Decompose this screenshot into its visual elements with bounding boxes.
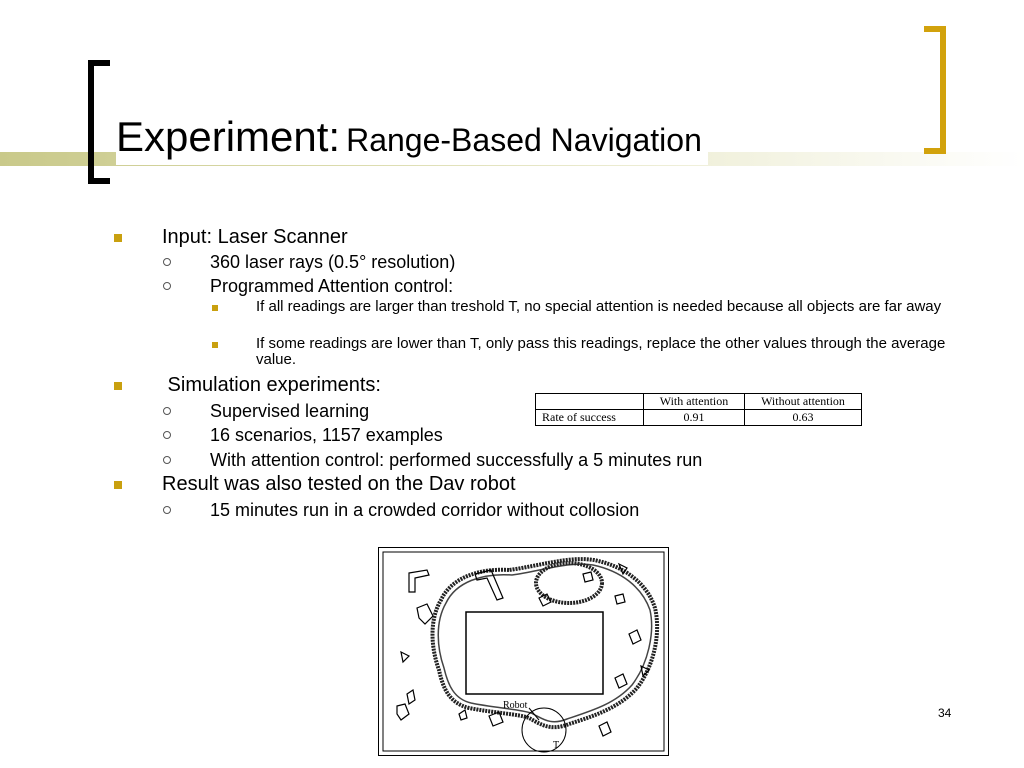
table-header-row <box>536 394 862 410</box>
bullet-readings-larger: If all readings are larger than treshold T, no special attention is needed because all objects are far away <box>256 298 942 315</box>
bullet-supervised: Supervised learning <box>210 401 370 421</box>
central-obstacle <box>466 612 603 694</box>
table-header-cell <box>536 394 644 410</box>
bullet-programmed: Programmed Attention control: <box>210 276 454 296</box>
obstacle <box>583 572 593 582</box>
corner-obstacle <box>409 570 429 592</box>
obstacle <box>629 630 641 644</box>
trajectory-figure <box>378 547 669 756</box>
table-cell: Rate of success <box>536 410 644 426</box>
robot-label: Robot <box>503 700 528 711</box>
bullet-square-icon <box>114 382 122 390</box>
bullet-circle-icon <box>163 282 171 290</box>
target-label: T <box>553 740 560 751</box>
left-bracket-decoration <box>88 60 110 184</box>
results-table <box>535 393 862 426</box>
robot-sensor-range <box>522 708 566 752</box>
bullet-scenarios: 16 scenarios, 1157 examples <box>210 425 443 445</box>
bullet-square-icon <box>114 481 122 489</box>
obstacle <box>417 604 433 624</box>
obstacle <box>397 704 409 720</box>
bullet-circle-icon <box>163 407 171 415</box>
bullet-dav-robot: Result was also tested on the Dav robot <box>162 473 516 495</box>
bullet-circle-icon <box>163 431 171 439</box>
obstacle <box>615 594 625 604</box>
bullet-with-attention: With attention control: performed successfully a 5 minutes run <box>210 450 703 470</box>
trajectory-loop <box>536 563 602 603</box>
table-cell: 0.63 <box>745 410 862 426</box>
table-row <box>536 410 862 426</box>
title-subtitle: Range-Based Navigation <box>346 122 702 158</box>
bullet-input: Input: Laser Scanner <box>162 226 348 248</box>
obstacle <box>459 710 467 720</box>
right-bracket-decoration <box>924 26 946 154</box>
slide-title <box>116 112 708 165</box>
title-main: Experiment: <box>116 113 341 160</box>
obstacle <box>407 690 415 704</box>
bullet-corridor: 15 minutes run in a crowded corridor without collosion <box>210 500 640 520</box>
obstacle <box>401 652 409 662</box>
page-number: 34 <box>938 706 952 720</box>
bullet-simulation: Simulation experiments: <box>162 374 381 396</box>
bullet-rays: 360 laser rays (0.5° resolution) <box>210 252 456 272</box>
bullet-square-icon <box>114 234 122 242</box>
bullet-circle-icon <box>163 506 171 514</box>
table-header-cell: With attention <box>644 394 745 410</box>
trajectory-diagram <box>379 548 668 755</box>
bullet-circle-icon <box>163 258 171 266</box>
bullet-circle-icon <box>163 456 171 464</box>
table-header-cell: Without attention <box>745 394 862 410</box>
obstacle <box>615 674 627 688</box>
obstacle <box>599 722 611 736</box>
bullet-square-small-icon <box>212 305 218 311</box>
bullet-readings-lower: If some readings are lower than T, only pass this readings, replace the other values through the average value. <box>256 335 946 368</box>
table-cell: 0.91 <box>644 410 745 426</box>
bullet-square-small-icon <box>212 342 218 348</box>
